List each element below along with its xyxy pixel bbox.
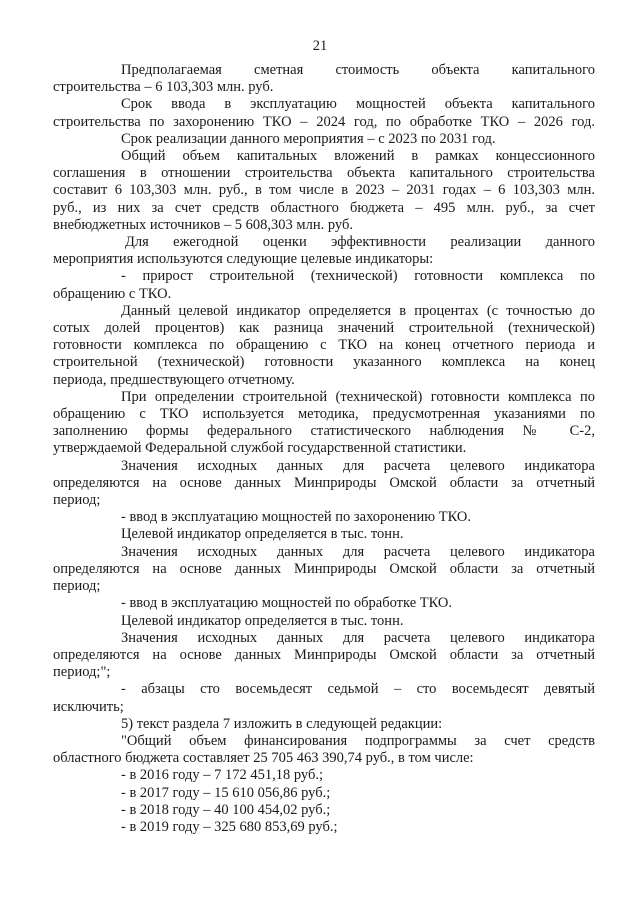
text-line: областного бюджета составляет 25 705 463 390,74 руб., в том числе: xyxy=(53,750,474,767)
paragraph-source-data-1 xyxy=(53,457,595,510)
text-line: При определении строительной (технической) готовности комплекса по xyxy=(121,388,595,405)
paragraph-year-2018 xyxy=(121,802,595,819)
text-line: строительной (технической) готовности указанного комплекса на конец xyxy=(53,354,595,371)
text-line: исключить; xyxy=(53,698,124,715)
text-line: - в 2019 году – 325 680 853,69 руб.; xyxy=(121,818,338,835)
text-line: Значения исходных данных для расчета целевого индикатора xyxy=(121,457,595,474)
paragraph-implementation-period xyxy=(121,131,595,148)
text-line: период; xyxy=(53,492,101,509)
text-line: утверждаемой Федеральной службой государственной статистики. xyxy=(53,440,467,457)
text-line: - ввод в эксплуатацию мощностей по захоронению ТКО. xyxy=(121,509,471,526)
text-line: период;"; xyxy=(53,664,111,681)
text-line: соглашения в отношении строительства объекта капитального строительства xyxy=(53,165,595,182)
text-line: определяются на основе данных Минприроды Омской области за отчетный xyxy=(53,474,595,491)
paragraph-indicator-landfill xyxy=(121,509,595,526)
text-line: заполнению формы федерального статистического наблюдения № С-2, xyxy=(53,423,595,440)
text-line: определяются на основе данных Минприроды Омской области за отчетный xyxy=(53,560,595,577)
paragraph-year-2019 xyxy=(121,819,595,836)
document-body xyxy=(53,62,595,836)
paragraph-year-2016 xyxy=(121,767,595,784)
text-line: период; xyxy=(53,578,101,595)
paragraph-year-2017 xyxy=(121,785,595,802)
text-line: Значения исходных данных для расчета целевого индикатора xyxy=(121,629,595,646)
paragraph-unit-1 xyxy=(121,526,595,543)
text-line: внебюджетных источников – 5 608,303 млн. руб. xyxy=(53,216,353,233)
text-line: строительства по захоронению ТКО – 2024 год, по обработке ТКО – 2026 год. xyxy=(53,113,595,130)
paragraph-indicator-processing xyxy=(121,595,595,612)
paragraph-indicator-definition xyxy=(53,302,595,389)
text-line: "Общий объем финансирования подпрограммы за счет средств xyxy=(121,732,595,749)
text-line: обращению с ТКО используется методика, предусмотренная указаниями по xyxy=(53,406,595,423)
text-line: Значения исходных данных для расчета целевого индикатора xyxy=(121,543,595,560)
paragraph-source-data-2 xyxy=(53,543,595,596)
text-line: Для ежегодной оценки эффективности реализации данного xyxy=(125,234,595,251)
paragraph-total-investment xyxy=(53,148,595,234)
paragraph-source-data-3 xyxy=(53,629,595,682)
text-line: - абзацы сто восемьдесят седьмой – сто восемьдесят девятый xyxy=(121,681,595,698)
paragraph-estimated-cost xyxy=(53,62,595,96)
text-line: Целевой индикатор определяется в тыс. тонн. xyxy=(121,612,404,629)
text-line: - ввод в эксплуатацию мощностей по обработке ТКО. xyxy=(121,595,453,612)
paragraph-annual-evaluation xyxy=(53,234,595,268)
text-line: Срок реализации данного мероприятия – с 2023 по 2031 год. xyxy=(121,130,496,147)
text-line: Данный целевой индикатор определяется в процентах (с точностью до xyxy=(121,302,595,319)
text-line: - в 2017 году – 15 610 056,86 руб.; xyxy=(121,784,331,801)
text-line: обращению с ТКО. xyxy=(53,285,172,302)
paragraph-commissioning-date xyxy=(53,96,595,130)
text-line: - прирост строительной (технической) готовности комплекса по xyxy=(121,268,595,285)
text-line: - в 2016 году – 7 172 451,18 руб.; xyxy=(121,767,323,784)
text-line: строительства – 6 103,303 млн. руб. xyxy=(53,79,274,96)
paragraph-unit-2 xyxy=(121,613,595,630)
text-line: определяются на основе данных Минприроды Омской области за отчетный xyxy=(53,646,595,663)
paragraph-total-financing xyxy=(53,732,595,767)
text-line: Целевой индикатор определяется в тыс. тонн. xyxy=(121,526,404,543)
text-line: готовности комплекса по обращению с ТКО на конец отчетного периода и xyxy=(53,337,595,354)
text-line: мероприятия используются следующие целевые индикаторы: xyxy=(53,251,434,268)
text-line: Предполагаемая сметная стоимость объекта капитального xyxy=(121,62,595,78)
text-line: - в 2018 году – 40 100 454,02 руб.; xyxy=(121,801,331,818)
text-line: 5) текст раздела 7 изложить в следующей редакции: xyxy=(121,715,443,732)
paragraph-section-7 xyxy=(121,716,595,733)
text-line: руб., из них за счет средств областного бюджета – 495 млн. руб., за счет xyxy=(53,199,595,216)
paragraph-methodology xyxy=(53,388,595,458)
paragraph-exclude-paragraphs xyxy=(53,681,595,715)
text-line: составит 6 103,303 млн. руб., в том числе в 2023 – 2031 годах – 6 103,303 млн. xyxy=(53,182,595,199)
text-line: периода, предшествующего отчетному. xyxy=(53,371,295,388)
text-line: сотых долей процентов) как разница значений строительной (технической) xyxy=(53,320,595,337)
paragraph-indicator-readiness xyxy=(53,268,595,302)
page-number: 21 xyxy=(312,38,328,54)
text-line: Общий объем капитальных вложений в рамках концессионного xyxy=(121,148,595,165)
text-line: Срок ввода в эксплуатацию мощностей объекта капитального xyxy=(121,96,595,113)
